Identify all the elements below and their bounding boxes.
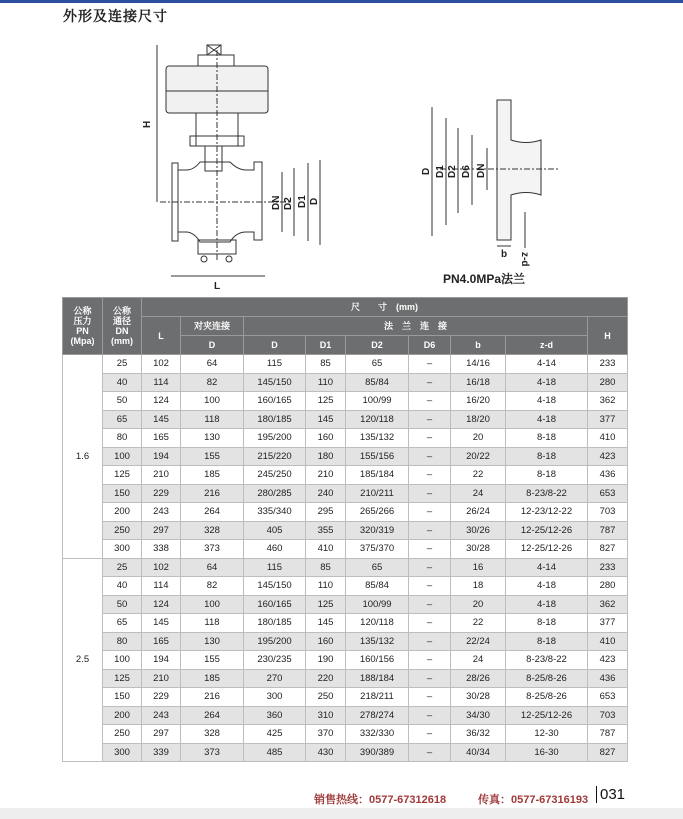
table-cell: 40 [103,577,142,596]
table-cell: 160/156 [346,651,409,670]
header-col: D1 [306,336,346,355]
table-cell: 125 [306,392,346,411]
table-cell: 145 [306,410,346,429]
table-cell: 300 [103,540,142,559]
table-cell: 278/274 [346,706,409,725]
table-cell: 243 [142,706,181,725]
header-dimensions: 尺 寸 (mm) [142,298,628,317]
table-cell: 297 [142,521,181,540]
table-cell: 332/330 [346,725,409,744]
table-cell: 145/150 [244,577,306,596]
table-cell: 150 [103,688,142,707]
svg-text:D2: D2 [447,165,458,178]
table-cell: 430 [306,743,346,762]
table-cell: 200 [103,503,142,522]
table-cell: 160 [306,632,346,651]
table-cell: 125 [306,595,346,614]
header-col: D [244,336,306,355]
table-cell: 85 [306,558,346,577]
table-cell: 185 [181,669,244,688]
table-cell: 50 [103,595,142,614]
table-cell: 8-18 [506,447,588,466]
header-H: H [588,317,628,355]
table-cell: 405 [244,521,306,540]
table-row [63,355,628,374]
table-cell: 240 [306,484,346,503]
sales-hotline: 销售热线：0577-67312618 [314,794,447,806]
table-row [63,743,628,762]
table-cell: 8-25/8-26 [506,688,588,707]
table-cell: 194 [142,447,181,466]
table-cell: – [409,743,451,762]
table-cell: 190 [306,651,346,670]
table-row [63,466,628,485]
table-cell: 102 [142,355,181,374]
table-cell: 40 [103,373,142,392]
table-cell: 12-30 [506,725,588,744]
svg-text:D1: D1 [435,165,446,178]
table-cell: 80 [103,429,142,448]
table-cell: 64 [181,355,244,374]
table-cell: 4-18 [506,595,588,614]
table-cell: 338 [142,540,181,559]
table-cell: 210/211 [346,484,409,503]
table-cell: – [409,688,451,707]
table-cell: 135/132 [346,429,409,448]
table-cell: 423 [588,447,628,466]
table-cell: 12-25/12-26 [506,540,588,559]
table-cell: 229 [142,688,181,707]
table-cell: 85/84 [346,577,409,596]
table-cell: 85 [306,355,346,374]
table-cell: 297 [142,725,181,744]
table-cell: 120/118 [346,410,409,429]
table-cell: 787 [588,725,628,744]
table-cell: 4-18 [506,392,588,411]
table-cell: 270 [244,669,306,688]
table-cell: – [409,484,451,503]
table-cell: 335/340 [244,503,306,522]
table-cell: 390/389 [346,743,409,762]
table-cell: 160/165 [244,392,306,411]
table-cell: 362 [588,392,628,411]
header-L: L [142,317,181,355]
table-cell: 24 [451,651,506,670]
dimension-table [62,297,628,762]
table-cell: 653 [588,688,628,707]
footer-band [0,808,683,819]
table-cell: – [409,706,451,725]
table-cell: 160 [306,429,346,448]
table-row [63,706,628,725]
table-cell: 425 [244,725,306,744]
table-cell: 215/220 [244,447,306,466]
table-cell: 8-23/8-22 [506,651,588,670]
table-cell: 243 [142,503,181,522]
header-col: b [451,336,506,355]
table-cell: 355 [306,521,346,540]
table-cell: 370 [306,725,346,744]
table-cell: 185 [181,466,244,485]
table-cell: 22 [451,614,506,633]
table-cell: 436 [588,466,628,485]
svg-text:DN: DN [476,163,487,178]
table-cell: 165 [142,429,181,448]
table-cell: 85/84 [346,373,409,392]
svg-text:b: b [501,249,508,260]
table-cell: 328 [181,725,244,744]
table-cell: 280/285 [244,484,306,503]
table-cell: 135/132 [346,632,409,651]
table-row [63,632,628,651]
table-cell: 130 [181,632,244,651]
table-row [63,651,628,670]
table-cell: – [409,614,451,633]
table-cell: 25 [103,355,142,374]
table-cell: 18/20 [451,410,506,429]
table-cell: 280 [588,373,628,392]
table-cell: 100 [181,595,244,614]
table-cell: 114 [142,373,181,392]
table-cell: 703 [588,706,628,725]
table-cell: 65 [346,355,409,374]
flange-caption: PN4.0MPa法兰 [443,272,526,286]
table-cell: 65 [103,614,142,633]
table-cell: 787 [588,521,628,540]
table-cell: 703 [588,503,628,522]
table-cell: 233 [588,355,628,374]
table-cell: 4-14 [506,355,588,374]
svg-text:D: D [309,197,320,205]
table-cell: 200 [103,706,142,725]
table-cell: 245/250 [244,466,306,485]
table-cell: 220 [306,669,346,688]
table-cell: 100 [181,392,244,411]
fax-number: 传真：0577-67316193 [478,794,589,806]
table-row [63,725,628,744]
table-cell: – [409,651,451,670]
table-row [63,577,628,596]
table-cell: 360 [244,706,306,725]
table-cell: 16/18 [451,373,506,392]
table-cell: 827 [588,540,628,559]
table-cell: – [409,540,451,559]
table-cell: 160/165 [244,595,306,614]
header-pn: 公称 压力 PN (Mpa) [63,298,103,355]
table-row [63,447,628,466]
table-cell: 115 [244,558,306,577]
table-cell: 34/30 [451,706,506,725]
table-cell: 423 [588,651,628,670]
table-cell: 118 [181,410,244,429]
table-cell: 150 [103,484,142,503]
table-cell: – [409,429,451,448]
table-cell: 310 [306,706,346,725]
page-title: 外形及连接尺寸 [63,8,168,24]
table-cell: 64 [181,558,244,577]
table-cell: 320/319 [346,521,409,540]
header-flange: 法 兰 连 接 [244,317,588,336]
table-cell: 16-30 [506,743,588,762]
table-cell: 8-23/8-22 [506,484,588,503]
header-col: D6 [409,336,451,355]
table-cell: 300 [244,688,306,707]
table-cell: 216 [181,484,244,503]
table-cell: 8-18 [506,429,588,448]
table-cell: 16/20 [451,392,506,411]
table-cell: 410 [588,429,628,448]
table-cell: – [409,503,451,522]
table-cell: 20 [451,595,506,614]
pressure-cell: 1.6 [63,355,103,559]
table-cell: 145 [142,410,181,429]
table-cell: 4-18 [506,373,588,392]
table-cell: 145 [306,614,346,633]
table-cell: 265/266 [346,503,409,522]
table-cell: 28/26 [451,669,506,688]
table-cell: 114 [142,577,181,596]
table-cell: 65 [103,410,142,429]
table-cell: – [409,466,451,485]
table-cell: 20/22 [451,447,506,466]
table-cell: 125 [103,466,142,485]
table-cell: 12-23/12-22 [506,503,588,522]
table-cell: 377 [588,410,628,429]
table-cell: 233 [588,558,628,577]
table-row [63,669,628,688]
table-cell: 50 [103,392,142,411]
table-cell: – [409,577,451,596]
table-cell: 328 [181,521,244,540]
table-cell: 250 [306,688,346,707]
header-col: z-d [506,336,588,355]
table-cell: 40/34 [451,743,506,762]
table-cell: 22/24 [451,632,506,651]
table-cell: 180 [306,447,346,466]
table-cell: 145 [142,614,181,633]
table-cell: 295 [306,503,346,522]
table-cell: 65 [346,558,409,577]
table-cell: 436 [588,669,628,688]
table-cell: 25 [103,558,142,577]
page-number: 031 [596,786,625,803]
table-cell: 8-25/8-26 [506,669,588,688]
header-wafer: 对夹连接 [181,317,244,336]
table-cell: 14/16 [451,355,506,374]
table-cell: 110 [306,373,346,392]
table-cell: 180/185 [244,614,306,633]
table-cell: 264 [181,503,244,522]
table-cell: 280 [588,577,628,596]
table-cell: 250 [103,725,142,744]
table-cell: – [409,392,451,411]
svg-text:DN: DN [271,195,282,210]
table-cell: 194 [142,651,181,670]
table-row [63,614,628,633]
svg-text:D: D [421,167,432,175]
table-row [63,484,628,503]
svg-text:D1: D1 [297,195,308,208]
table-cell: 120/118 [346,614,409,633]
table-cell: 410 [306,540,346,559]
table-cell: – [409,669,451,688]
table-row [63,373,628,392]
table-cell: 155/156 [346,447,409,466]
table-cell: 460 [244,540,306,559]
table-cell: 375/370 [346,540,409,559]
table-cell: – [409,725,451,744]
table-cell: 8-18 [506,632,588,651]
table-cell: 216 [181,688,244,707]
valve-drawing [0,30,683,292]
table-cell: 165 [142,632,181,651]
table-cell: 18 [451,577,506,596]
table-cell: 125 [103,669,142,688]
table-cell: 300 [103,743,142,762]
table-cell: – [409,558,451,577]
table-cell: 180/185 [244,410,306,429]
table-row [63,688,628,707]
table-cell: 102 [142,558,181,577]
table-cell: 8-18 [506,614,588,633]
table-cell: – [409,355,451,374]
table-cell: 229 [142,484,181,503]
table-cell: – [409,521,451,540]
table-cell: 4-18 [506,577,588,596]
table-cell: 30/28 [451,540,506,559]
table-cell: – [409,595,451,614]
table-cell: 485 [244,743,306,762]
svg-text:D2: D2 [283,197,294,210]
table-cell: 362 [588,595,628,614]
table-cell: 124 [142,392,181,411]
table-cell: 26/24 [451,503,506,522]
table-cell: – [409,373,451,392]
pressure-cell: 2.5 [63,558,103,762]
table-cell: 230/235 [244,651,306,670]
table-cell: 377 [588,614,628,633]
header-col: D [181,336,244,355]
table-row [63,429,628,448]
table-cell: 30/26 [451,521,506,540]
table-cell: 22 [451,466,506,485]
table-cell: 185/184 [346,466,409,485]
header-col: D2 [346,336,409,355]
table-row [63,558,628,577]
table-cell: 30/28 [451,688,506,707]
table-cell: 373 [181,540,244,559]
table-cell: 110 [306,577,346,596]
table-cell: 410 [588,632,628,651]
table-cell: 210 [306,466,346,485]
table-cell: 264 [181,706,244,725]
table-cell: 100/99 [346,595,409,614]
table-cell: 82 [181,577,244,596]
table-cell: 195/200 [244,429,306,448]
table-row [63,540,628,559]
table-cell: 250 [103,521,142,540]
table-cell: 373 [181,743,244,762]
table-cell: 118 [181,614,244,633]
table-cell: 100/99 [346,392,409,411]
table-cell: 195/200 [244,632,306,651]
table-cell: 188/184 [346,669,409,688]
table-cell: 130 [181,429,244,448]
table-cell: 100 [103,651,142,670]
table-cell: 210 [142,669,181,688]
table-cell: 155 [181,651,244,670]
table-cell: 80 [103,632,142,651]
table-cell: 4-18 [506,410,588,429]
table-cell: 4-14 [506,558,588,577]
top-accent-bar [0,0,683,3]
table-cell: – [409,632,451,651]
table-row [63,521,628,540]
label-L: L [214,281,221,292]
table-cell: 827 [588,743,628,762]
table-cell: 124 [142,595,181,614]
svg-text:z-d: z-d [519,252,530,267]
table-cell: 155 [181,447,244,466]
header-dn: 公称 通径 DN (mm) [103,298,142,355]
table-cell: 36/32 [451,725,506,744]
table-cell: – [409,447,451,466]
table-row [63,503,628,522]
table-cell: 339 [142,743,181,762]
table-cell: 100 [103,447,142,466]
table-cell: 82 [181,373,244,392]
table-cell: 653 [588,484,628,503]
table-cell: 210 [142,466,181,485]
label-H: H [142,120,153,128]
table-row [63,410,628,429]
table-cell: 16 [451,558,506,577]
table-cell: 145/150 [244,373,306,392]
table-cell: 24 [451,484,506,503]
table-cell: 12-25/12-26 [506,521,588,540]
table-cell: – [409,410,451,429]
table-row [63,392,628,411]
table-cell: 8-18 [506,466,588,485]
table-cell: 115 [244,355,306,374]
table-cell: 12-25/12-26 [506,706,588,725]
table-cell: 20 [451,429,506,448]
table-row [63,595,628,614]
table-cell: 218/211 [346,688,409,707]
svg-text:D6: D6 [461,165,472,178]
